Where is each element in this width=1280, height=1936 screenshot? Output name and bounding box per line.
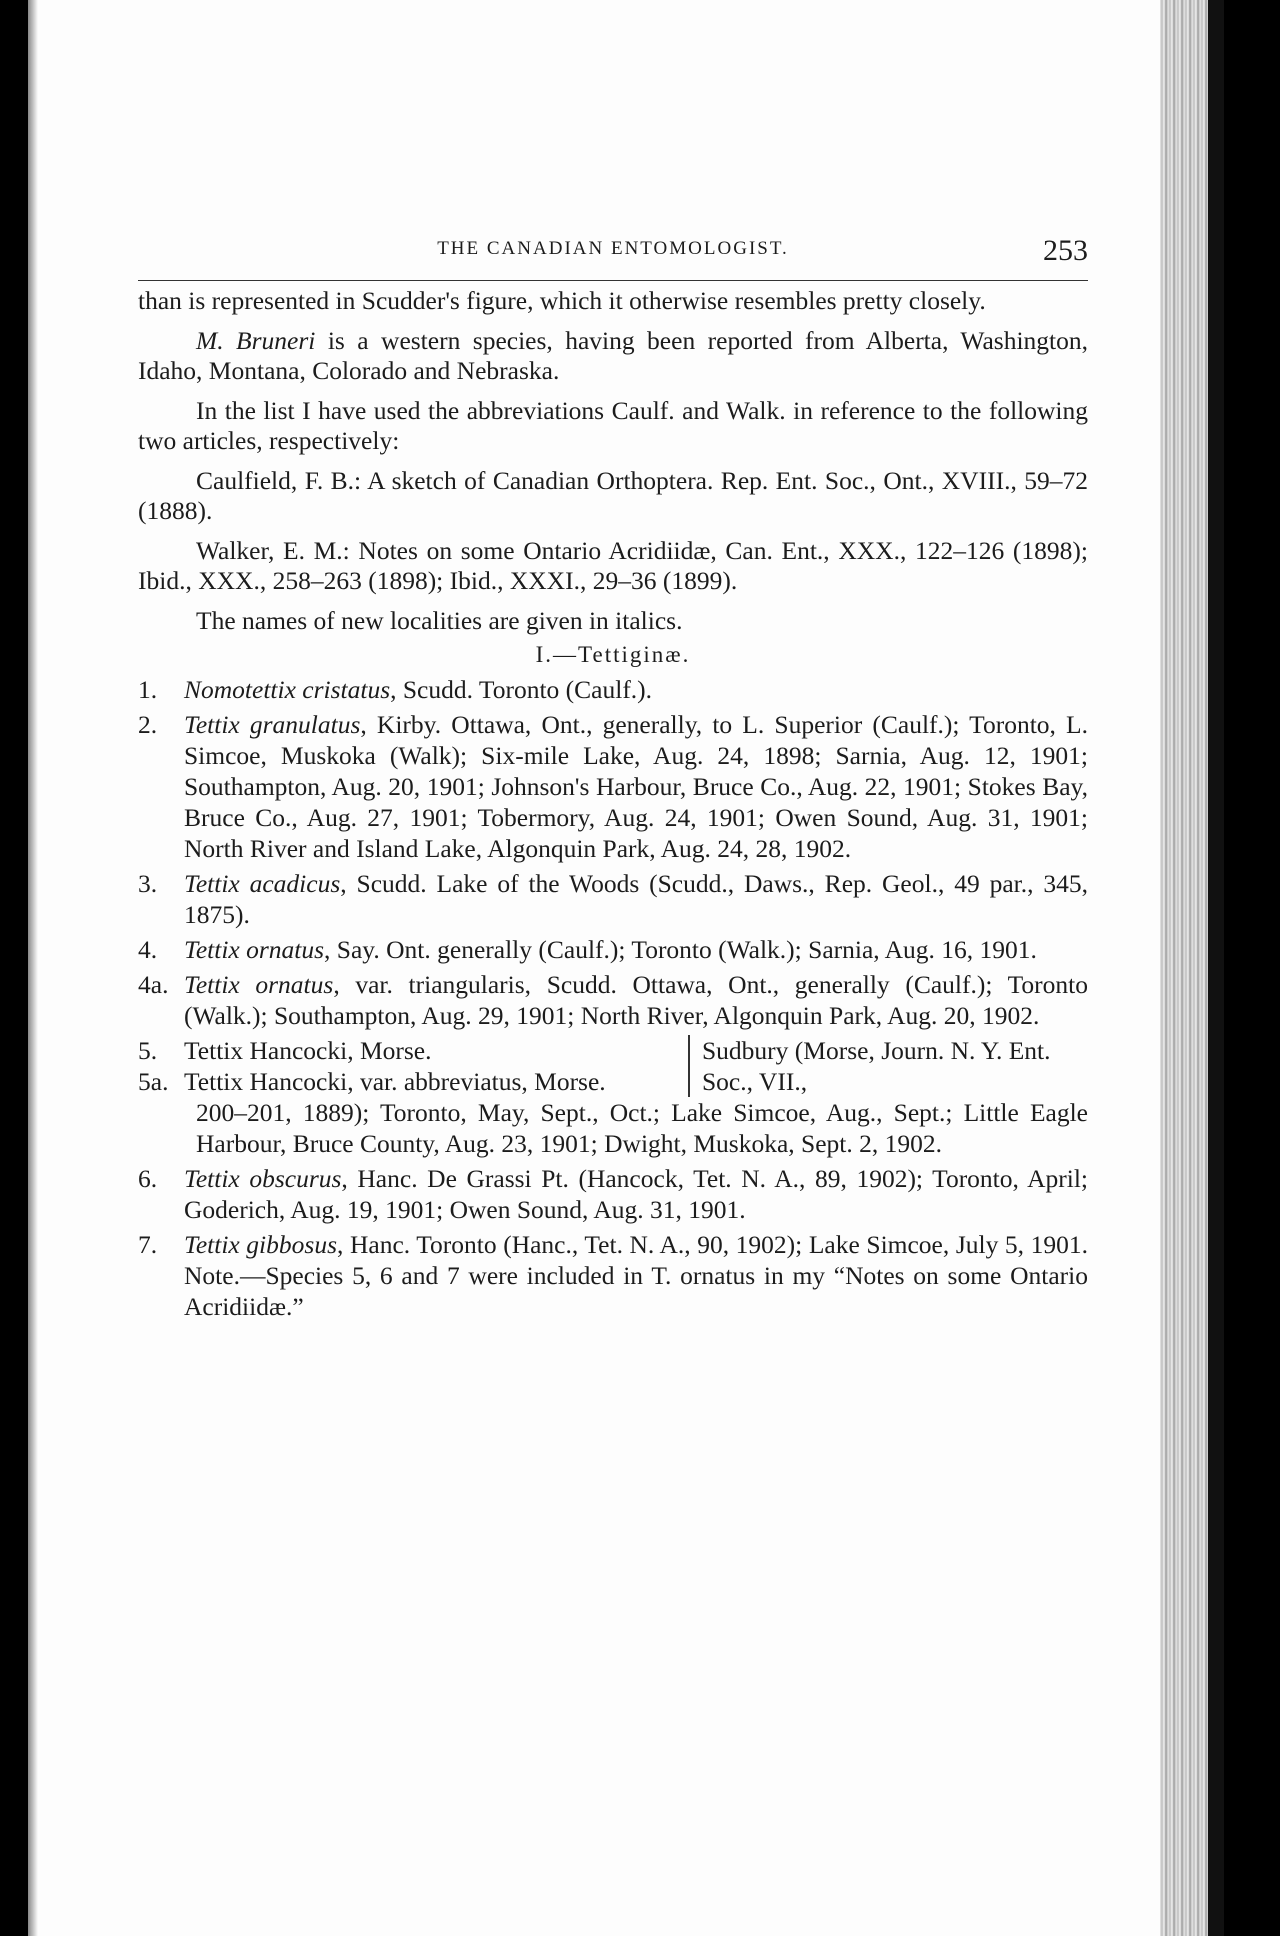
- entry-details: , Scudd. Toronto (Caulf.).: [390, 675, 653, 704]
- paragraph-bruneri: [138, 326, 1088, 386]
- entry-number: 4.: [138, 935, 158, 964]
- entry-number: 5a.: [138, 1067, 169, 1096]
- entry-number: 3.: [138, 869, 158, 898]
- species-name: Tettix acadicus: [184, 869, 341, 898]
- section-heading: I.—Tettiginæ.: [535, 642, 691, 667]
- species-entry: [138, 709, 1088, 864]
- page-number: 253: [1043, 234, 1088, 267]
- entry-number: 6.: [138, 1164, 158, 1193]
- brace-text: Sudbury (Morse, Journ. N. Y. Ent. Soc., VII.,: [688, 1035, 1088, 1097]
- entry-text: [184, 674, 1088, 705]
- species-name: Tettix granulatus: [184, 710, 361, 739]
- entry-details: , Scudd. Lake of the Woods (Scudd., Daws., Rep. Geol., 49 par., 345, 1875).: [184, 869, 1088, 929]
- entry-text: [184, 1229, 1088, 1322]
- species-entry: [138, 674, 1088, 705]
- reference-caulfield: Caulfield, F. B.: A sketch of Canadian Orthoptera. Rep. Ent. Soc., Ont., XVIII., 59–72 (1888).: [138, 466, 1088, 525]
- entry-text: Tettix Hancocki, Morse.: [184, 1036, 432, 1065]
- species-entry: [138, 868, 1088, 930]
- paragraph-abbreviations: In the list I have used the abbreviations Caulf. and Walk. in reference to the following two articles, respectively:: [138, 396, 1088, 455]
- running-head: [138, 228, 1088, 286]
- species-name: M. Bruneri: [196, 326, 316, 355]
- entry-text: [184, 969, 1088, 1031]
- entry-number: 7.: [138, 1230, 158, 1259]
- entry-number: 1.: [138, 675, 158, 704]
- entry-text: [184, 709, 1088, 864]
- journal-title: THE CANADIAN ENTOMOLOGIST.: [437, 238, 789, 259]
- entry-number: 4a.: [138, 970, 169, 999]
- species-entry: [138, 969, 1088, 1031]
- entry-text: Tettix Hancocki, var. abbreviatus, Morse.: [184, 1067, 606, 1096]
- page-edge-dark: [1208, 0, 1224, 1936]
- species-name: Tettix gibbosus: [184, 1230, 337, 1259]
- species-name: Tettix ornatus: [184, 970, 334, 999]
- entry-continuation: 200–201, 1889); Toronto, May, Sept., Oct.; Lake Simcoe, Aug., Sept.; Little Eagle Harbour, Bruce County, Aug. 23, 1901; Dwight, Muskoka, Sept. 2, 1902.: [196, 1098, 1088, 1158]
- entry-text: [184, 934, 1088, 965]
- paragraph-continued: than is represented in Scudder's figure, which it otherwise resembles pretty closely.: [138, 286, 986, 315]
- species-name: Nomotettix cristatus: [184, 675, 391, 704]
- entry-details: , Say. Ont. generally (Caulf.); Toronto (Walk.); Sarnia, Aug. 16, 1901.: [324, 935, 1037, 964]
- gutter-shadow: [28, 0, 38, 1936]
- species-entry: [138, 934, 1088, 965]
- entry-text: [184, 868, 1088, 930]
- species-name: Tettix obscurus: [184, 1164, 342, 1193]
- species-list: [138, 674, 1088, 1031]
- entry-number: 2.: [138, 710, 158, 739]
- species-name: Tettix ornatus: [184, 935, 325, 964]
- book-page: [28, 0, 1224, 1936]
- entry-details: , Hanc. De Grassi Pt. (Hancock, Tet. N. A., 89, 1902); Toronto, April; Goderich, Aug. 19, 1901; Owen Sound, Aug. 31, 1901.: [184, 1164, 1088, 1224]
- entry-details: , Hanc. Toronto (Hanc., Tet. N. A., 90, 1902); Lake Simcoe, July 5, 1901. Note.—Species 5, 6 and 7 were included in T. ornatus in my “Notes on some Ontario Acridiidæ.”: [184, 1230, 1088, 1321]
- entry-number: 5.: [138, 1036, 158, 1065]
- species-pair-row-1: [138, 1035, 1088, 1097]
- species-entry: [138, 1229, 1088, 1322]
- species-entry: [138, 1163, 1088, 1225]
- entry-details: , Kirby. Ottawa, Ont., generally, to L. Superior (Caulf.); Toronto, L. Simcoe, Muskoka (Walk); Six-mile Lake, Aug. 24, 1898; Sarnia, Aug. 12, 1901; Southampton, Aug. 20, 1901; Johnson's Harbour, Bruce Co., Aug. 22, 1901; Stokes Bay, Bruce Co., Aug. 27, 1901; Tobermory, Aug. 24, 1901; Owen Sound, Aug. 31, 1901; North River and Island Lake, Algonquin Park, Aug. 24, 28, 1902.: [184, 710, 1089, 863]
- entry-text: [184, 1163, 1088, 1225]
- reference-walker: Walker, E. M.: Notes on some Ontario Acridiidæ, Can. Ent., XXX., 122–126 (1898); Ibid., XXX., 258–263 (1898); Ibid., XXXI., 29–36 (1899).: [138, 536, 1088, 595]
- species-list-2: [138, 1163, 1088, 1322]
- entry-details: , var. triangularis, Scudd. Ottawa, Ont., generally (Caulf.); Toronto (Walk.); Southampton, Aug. 29, 1901; North River, Algonquin Park, Aug. 20, 1902.: [184, 970, 1088, 1030]
- header-rule: [138, 280, 1088, 281]
- paragraph-italics-note: The names of new localities are given in italics.: [196, 606, 683, 635]
- text-column: [138, 228, 1088, 1322]
- paragraph-text: is a western species, having been reported from Alberta, Washington, Idaho, Montana, Colorado and Nebraska.: [138, 326, 1088, 385]
